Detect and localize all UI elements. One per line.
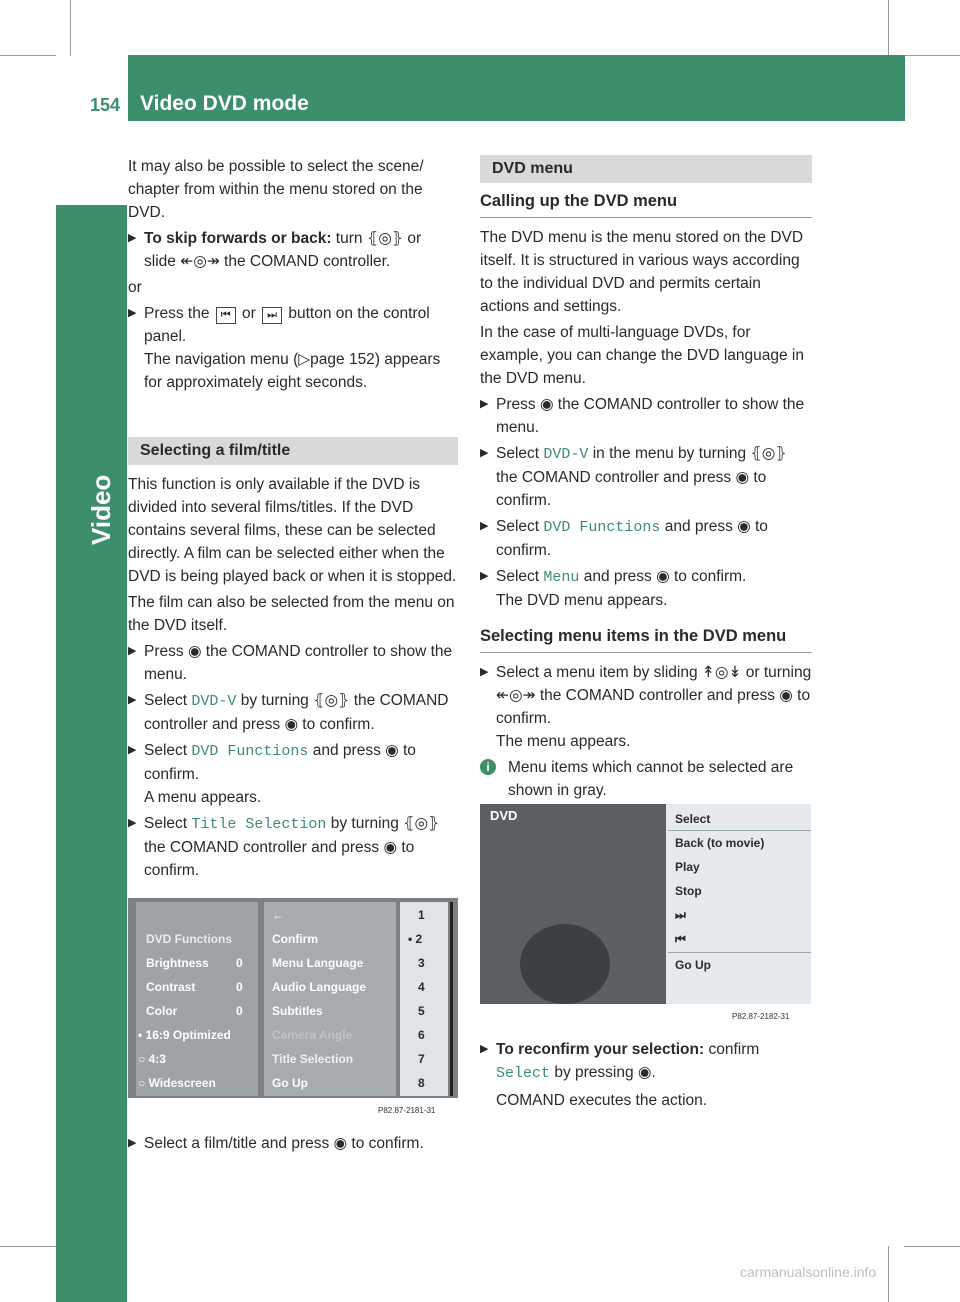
screen1-mid-item: Go Up <box>272 1076 308 1090</box>
chapter-sidebar <box>56 205 127 1302</box>
screen1-left-item: ○ Widescreen <box>138 1076 216 1090</box>
menu-item-title-selection: Title Selection <box>191 816 327 833</box>
screen1-left-item: Color <box>146 1004 178 1018</box>
screen1-mid-item: Audio Language <box>272 980 366 994</box>
crop-mark <box>888 1246 889 1302</box>
screen1-left-item: ○ 4:3 <box>138 1052 166 1066</box>
crop-mark <box>0 1246 56 1247</box>
screen1-left-item: DVD Functions <box>146 932 232 946</box>
step-press-button: ▶ Press the ⏮ or ⏭ button on the control panel. The navigation menu (▷page 152) appears for approximately eight seconds. <box>128 302 458 394</box>
page-number: 154 <box>89 95 121 115</box>
screen1-mid-item: Camera Angle <box>272 1028 353 1042</box>
or-text: or <box>128 279 142 296</box>
crop-mark <box>888 0 889 56</box>
screen1-mid-item: Title Selection <box>272 1052 354 1066</box>
screen2-menu-item: Stop <box>675 884 702 898</box>
menu-item-menu: Menu <box>543 569 580 586</box>
screen2-video-shape <box>520 924 610 1004</box>
press-controller-icon: ◉ <box>779 687 793 704</box>
rotate-controller-icon: ⦃◎⦄ <box>750 445 787 462</box>
skip-back-icon: ⏮ <box>216 307 236 324</box>
screen2-menu-item: Go Up <box>675 958 711 972</box>
right-step-6: ▶ To reconfirm your selection: confirm Select by pressing ◉. <box>480 1038 812 1085</box>
left-column <box>128 155 458 885</box>
screen2-menu-item: Select <box>675 812 711 826</box>
section-band: DVD menu <box>480 155 812 183</box>
intro-text: It may also be possible to select the scene/ chapter from within the menu stored on the DVD. <box>128 158 424 221</box>
press-controller-icon: ◉ <box>333 1135 348 1152</box>
screenshot-title-selection <box>128 898 458 1120</box>
screen1-left-value: 0 <box>236 1004 243 1018</box>
screen1-number: 6 <box>418 1028 425 1042</box>
crop-mark <box>904 55 960 56</box>
right-step-4: ▶ Select Menu and press ◉ to confirm. The DVD menu appears. <box>480 565 812 612</box>
subheading-selecting-items: Selecting menu items in the DVD menu <box>480 624 812 653</box>
press-controller-icon: ◉ <box>385 742 399 759</box>
screen1-number: 7 <box>418 1052 425 1066</box>
watermark: carmanualsonline.info <box>740 1264 877 1280</box>
screen1-number: 1 <box>418 908 425 922</box>
screen1-left-item: Contrast <box>146 980 196 994</box>
crop-mark <box>0 55 56 56</box>
right-step-6-result: COMAND executes the action. <box>496 1092 708 1109</box>
screen1-scrollbar <box>450 902 453 1096</box>
slide-controller-icon: ↞◎↠ <box>496 687 536 704</box>
press-controller-icon: ◉ <box>656 568 670 585</box>
skip-forward-icon: ⏭ <box>262 307 282 324</box>
press-controller-icon: ◉ <box>737 518 751 535</box>
section-para-1: This function is only available if the DVD is divided into several films/titles. If the DVD contains several films, these can be selected directly. A film can be selected either when the DVD is being played back or when it is stopped. <box>128 476 457 585</box>
rotate-controller-icon: ⦃◎⦄ <box>403 815 440 832</box>
screen1-mid-item: ← <box>272 908 284 922</box>
menu-item-dvd-functions: DVD Functions <box>543 519 661 536</box>
press-controller-icon: ◉ <box>735 469 750 486</box>
crop-mark <box>70 0 71 56</box>
screen2-caption: P82.87-2182-31 <box>732 1012 790 1021</box>
screen2-divider <box>668 952 811 953</box>
info-note: i Menu items which cannot be selected are shown in gray. <box>480 756 812 802</box>
press-controller-icon: ◉ <box>637 1064 652 1081</box>
screen2-menu-item: Play <box>675 860 700 874</box>
screen2-menu-panel <box>668 804 811 1004</box>
press-controller-icon: ◉ <box>383 839 398 856</box>
chapter-label: Video <box>86 474 116 545</box>
menu-item-dvd-functions: DVD Functions <box>191 743 309 760</box>
step-1: ▶ Press ◉ the COMAND controller to show the menu. <box>128 640 458 686</box>
press-controller-icon: ◉ <box>187 643 202 660</box>
screen2-menu-item: Back (to movie) <box>675 836 765 850</box>
page-ref-icon: ▷ <box>298 351 311 368</box>
menu-item-dvd-v: DVD-V <box>543 446 589 463</box>
screen2-menu-item: ⏭ <box>675 908 686 922</box>
step-2: ▶ Select DVD-V by turning ⦃◎⦄ the COMAND controller and press ◉ to confirm. <box>128 689 458 736</box>
screen1-left-item: • 16:9 Optimized <box>138 1028 231 1042</box>
step-3: ▶ Select DVD Functions and press ◉ to confirm. A menu appears. <box>128 739 458 809</box>
crop-mark <box>904 1246 960 1247</box>
screen2-logo: DVD <box>490 808 518 823</box>
step-4: ▶ Select Title Selection by turning ⦃◎⦄ the COMAND controller and press ◉ to confirm. <box>128 812 458 882</box>
screen1-mid-item: Subtitles <box>272 1004 323 1018</box>
right-step-1: ▶ Press ◉ the COMAND controller to show the menu. <box>480 393 812 439</box>
press-controller-icon: ◉ <box>539 396 554 413</box>
press-controller-icon: ◉ <box>284 716 298 733</box>
subheading-calling-up: Calling up the DVD menu <box>480 189 812 218</box>
right-para-1: The DVD menu is the menu stored on the DVD itself. It is structured in various ways according to the individual DVD and permits certain actions and settings. <box>480 229 804 315</box>
rotate-controller-icon: ⦃◎⦄ <box>366 230 404 247</box>
right-final-steps <box>480 1038 812 1112</box>
step-skip: ▶ To skip forwards or back: turn ⦃◎⦄ or slide ↞◎↠ the COMAND controller. <box>128 227 458 273</box>
page-title: Video DVD mode <box>140 92 309 115</box>
screen2-menu-item: ⏮ <box>675 932 686 946</box>
slide-vertical-icon: ↟◎↡ <box>701 664 742 681</box>
page-ref-link[interactable]: page 152 <box>310 351 375 368</box>
right-step-5: ▶ Select a menu item by sliding ↟◎↡ or turning ↞◎↠ the COMAND controller and press ◉ to confirm. The menu appears. <box>480 661 812 753</box>
screen1-mid-item: Confirm <box>272 932 318 946</box>
right-step-3: ▶ Select DVD Functions and press ◉ to confirm. <box>480 515 812 562</box>
left-final-step <box>128 1132 468 1158</box>
screen2-divider <box>668 830 811 831</box>
section-para-2: The film can also be selected from the menu on the DVD itself. <box>128 594 455 634</box>
menu-item-select: Select <box>496 1065 551 1082</box>
info-icon: i <box>480 759 496 775</box>
rotate-controller-icon: ⦃◎⦄ <box>313 692 350 709</box>
screen1-number: 4 <box>418 980 425 994</box>
screen1-left-value: 0 <box>236 980 243 994</box>
screen1-number: 5 <box>418 1004 425 1018</box>
right-step-2: ▶ Select DVD-V in the menu by turning ⦃◎⦄ the COMAND controller and press ◉ to confirm. <box>480 442 812 512</box>
right-column <box>480 155 812 802</box>
screen1-number: • 2 <box>408 932 423 946</box>
screen2-video-area <box>480 804 666 1004</box>
menu-item-dvd-v: DVD-V <box>191 693 237 710</box>
screen1-number: 8 <box>418 1076 425 1090</box>
screen1-mid-item: Menu Language <box>272 956 364 970</box>
screen1-left-value: 0 <box>236 956 243 970</box>
right-para-2: In the case of multi-language DVDs, for example, you can change the DVD language in the DVD menu. <box>480 324 804 387</box>
screen1-caption: P82.87-2181-31 <box>378 1106 436 1115</box>
screen1-left-item: Brightness <box>146 956 209 970</box>
slide-controller-icon: ↞◎↠ <box>180 253 220 270</box>
screen1-number: 3 <box>418 956 425 970</box>
step-5: ▶ Select a film/title and press ◉ to confirm. <box>128 1132 468 1155</box>
screenshot-dvd-menu <box>480 804 811 1024</box>
section-band: Selecting a film/title <box>128 437 458 465</box>
